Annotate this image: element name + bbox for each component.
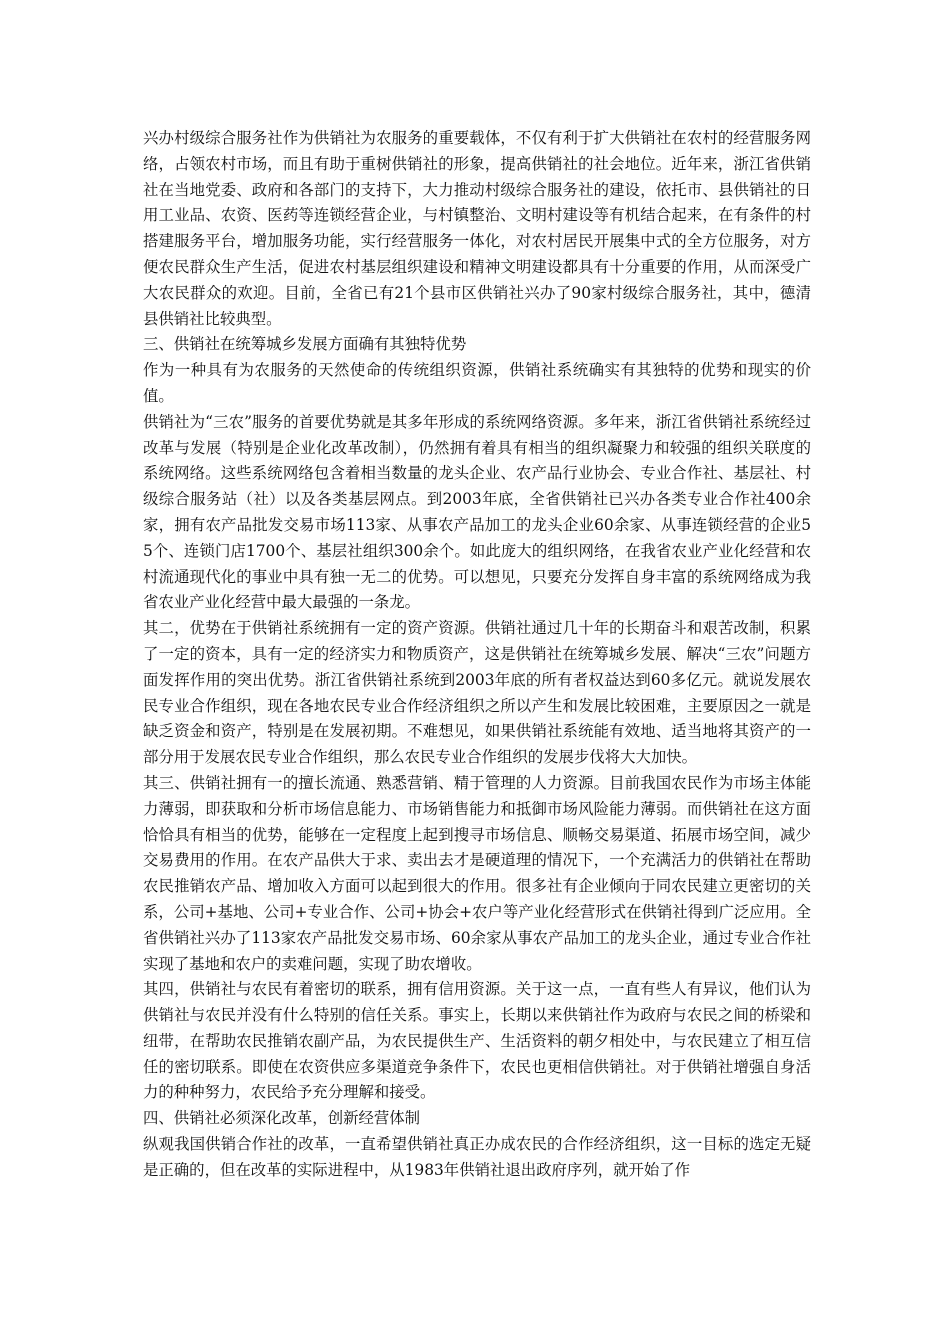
document-body (143, 126, 811, 1184)
paragraph-intro-advantages: 作为一种具有为农服务的天然使命的传统组织资源，供销社系统确实有其独特的优势和现实的价值。 (143, 361, 811, 405)
section-heading-3: 三、供销社在统筹城乡发展方面确有其独特优势 (143, 335, 467, 354)
paragraph-credit-resources: 其四，供销社与农民有着密切的联系，拥有信用资源。关于这一点，一直有些人有异议，他们认为供销社与农民并没有什么特别的信任关系。事实上，长期以来供销社作为政府与农民之间的桥梁和纽带，在帮助农民推销农副产品，为农民提供生产、生活资料的朝夕相处中，与农民建立了相互信任的密切联系。即使在农资供应多渠道竞争条件下，农民也更相信供销社。对于供销社增强自身活力的种种努力，农民给予充分理解和接受。 (143, 980, 811, 1102)
paragraph-asset-resources: 其二，优势在于供销社系统拥有一定的资产资源。供销社通过几十年的长期奋斗和艰苦改制，积累了一定的资本，具有一定的经济实力和物质资产，这是供销社在统筹城乡发展、解决“三农”问题方面发挥作用的突出优势。浙江省供销社系统到2003年底的所有者权益达到60多亿元。就说发展农民专业合作组织，现在各地农民专业合作经济组织之所以产生和发展比较困难，主要原因之一就是缺乏资金和资产，特别是在发展初期。不难想见，如果供销社系统能有效地、适当地将其资产的一部分用于发展农民专业合作组织，那么农民专业合作组织的发展步伐将大大加快。 (143, 619, 811, 767)
section-heading-4: 四、供销社必须深化改革，创新经营体制 (143, 1109, 421, 1128)
paragraph-network-resources: 供销社为“三农”服务的首要优势就是其多年形成的系统网络资源。多年来，浙江省供销社系统经过改革与发展（特别是企业化改革改制），仍然拥有着具有相当的组织凝聚力和较强的组织关联度的系统网络。这些系统网络包含着相当数量的龙头企业、农产品行业协会、专业合作社、基层社、村级综合服务站（社）以及各类基层网点。到2003年底，全省供销社已兴办各类专业合作社400余家，拥有农产品批发交易市场113家、从事农产品加工的龙头企业60余家、从事连锁经营的企业55个、连锁门店1700个、基层社组织300余个。如此庞大的组织网络，在我省农业产业化经营和农村流通现代化的事业中具有独一无二的优势。可以想见，只要充分发挥自身丰富的系统网络成为我省农业产业化经营中最大最强的一条龙。 (143, 412, 811, 612)
paragraph-village-service-cooperatives: 兴办村级综合服务社作为供销社为农服务的重要载体，不仅有利于扩大供销社在农村的经营服务网络，占领农村市场，而且有助于重树供销社的形象，提高供销社的社会地位。近年来，浙江省供销社在当地党委、政府和各部门的支持下，大力推动村级综合服务社的建设，依托市、县供销社的日用工业品、农资、医药等连锁经营企业，与村镇整治、文明村建设等有机结合起来，在有条件的村搭建服务平台，增加服务功能，实行经营服务一体化，对农村居民开展集中式的全方位服务，对方便农民群众生产生活，促进农村基层组织建设和精神文明建设都具有十分重要的作用，从而深受广大农民群众的欢迎。目前，全省已有21个县市区供销社兴办了90家村级综合服务社，其中，德清县供销社比较典型。 (143, 129, 811, 328)
paragraph-human-resources: 其三、供销社拥有一的擅长流通、熟悉营销、精于管理的人力资源。目前我国农民作为市场主体能力薄弱，即获取和分析市场信息能力、市场销售能力和抵御市场风险能力薄弱。而供销社在这方面恰恰具有相当的优势，能够在一定程度上起到搜寻市场信息、顺畅交易渠道、拓展市场空间，减少交易费用的作用。在农产品供大于求、卖出去才是硬道理的情况下，一个充满活力的供销社在帮助农民推销农产品、增加收入方面可以起到很大的作用。很多社有企业倾向于同农民建立更密切的关系，公司+基地、公司+专业合作、公司+协会+农户等产业化经营形式在供销社得到广泛应用。全省供销社兴办了113家农产品批发交易市场、60余家从事农产品加工的龙头企业，通过专业合作社实现了基地和农户的卖难问题，实现了助农增收。 (143, 773, 811, 973)
paragraph-reform-overview: 纵观我国供销合作社的改革，一直希望供销社真正办成农民的合作经济组织，这一目标的选定无疑是正确的，但在改革的实际进程中，从1983年供销社退出政府序列，就开始了作 (143, 1135, 811, 1179)
